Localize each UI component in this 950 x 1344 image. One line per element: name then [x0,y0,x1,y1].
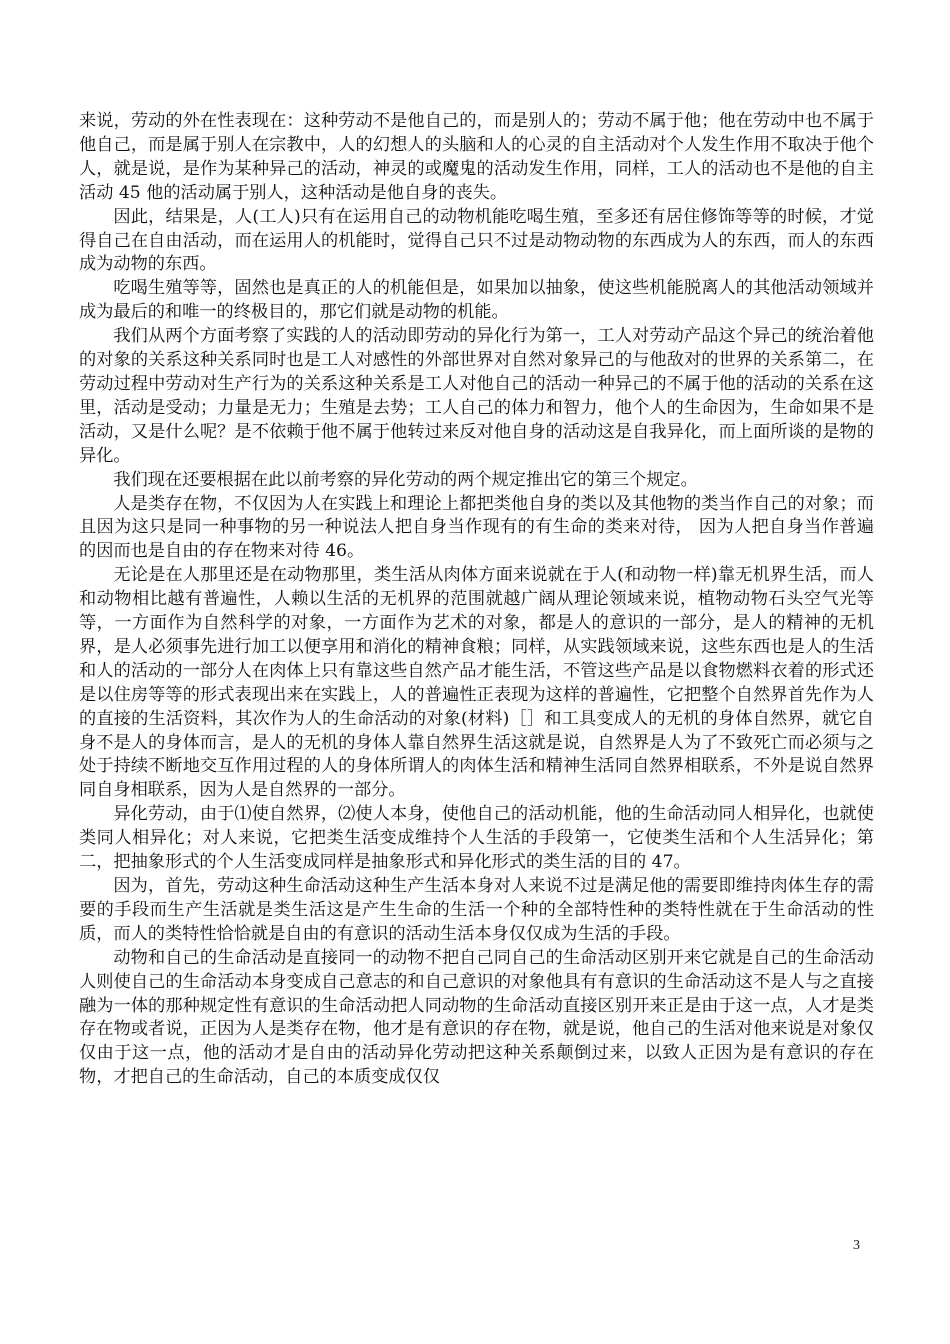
paragraph-2: 因此，结果是，人(工人)只有在运用自己的动物机能吃喝生殖，至多还有居住修饰等等的时候，才觉得自己在自由活动，而在运用人的机能时，觉得自己只不过是动物动物的东西成为人的东西，而人的东西成为动物的东西。 [79,206,874,275]
paragraph-6: 人是类存在物，不仅因为人在实践上和理论上都把类他自身的类以及其他物的类当作自己的对象；而且因为这只是同一种事物的另一种说法人把自身当作现有的有生命的类来对待， 因为人把自身当作普遍的因而也是自由的存在物来对待 46。 [79,493,874,562]
paragraph-10: 动物和自己的生命活动是直接同一的动物不把自己同自己的生命活动区别开来它就是自己的生命活动人则使自己的生命活动本身变成自己意志的和自己意识的对象他具有有意识的生命活动这不是人与之直接融为一体的那种规定性有意识的生命活动把人同动物的生命活动直接区别开来正是由于这一点，人才是类存在物或者说，正因为人是类存在物，他才是有意识的存在物，就是说，他自己的生活对他来说是对象仅仅由于这一点，他的活动才是自由的活动异化劳动把这种关系颠倒过来，以致人正因为是有意识的存在物，才把自己的生命活动，自己的本质变成仅仅 [79,947,874,1088]
paragraph-3: 吃喝生殖等等，固然也是真正的人的机能但是，如果加以抽象，使这些机能脱离人的其他活动领域并成为最后的和唯一的终极目的，那它们就是动物的机能。 [79,278,874,323]
page-number: 3 [853,1238,860,1253]
paragraph-5: 我们现在还要根据在此以前考察的异化劳动的两个规定推出它的第三个规定。 [113,469,698,490]
paragraph-9: 因为，首先，劳动这种生命活动这种生产生活本身对人来说不过是满足他的需要即维持肉体生存的需要的手段而生产生活就是类生活这是产生生命的生活一个种的全部特性种的类特性就在于生命活动的性质，而人的类特性恰恰就是自由的有意识的活动生活本身仅仅成为生活的手段。 [79,876,874,944]
document-body [79,110,874,1090]
paragraph-8: 异化劳动，由于⑴使自然界，⑵使人本身，使他自己的活动机能，他的生命活动同人相异化，也就使类同人相异化；对人来说，它把类生活变成维持个人生活的手段第一，它使类生活和个人生活异化；第二，把抽象形式的个人生活变成同样是抽象形式和异化形式的类生活的目的 47。 [79,804,874,873]
paragraph-7: 无论是在人那里还是在动物那里，类生活从肉体方面来说就在于人(和动物一样)靠无机界生活，而人和动物相比越有普遍性，人赖以生活的无机界的范围就越广阔从理论领域来说，植物动物石头空气光等等，一方面作为自然科学的对象，一方面作为艺术的对象，都是人的意识的一部分，是人的精神的无机界，是人必须事先进行加工以便享用和消化的精神食粮；同样，从实践领域来说，这些东西也是人的生活和人的活动的一部分人在肉体上只有靠这些自然产品才能生活，不管这些产品是以食物燃料衣着的形式还是以住房等等的形式表现出来在实践上，人的普遍性正表现为这样的普遍性，它把整个自然界首先作为人的直接的生活资料，其次作为人的生命活动的对象(材料)［］和工具变成人的无机的身体自然界，就它自身不是人的身体而言，是人的无机的身体人靠自然界生活这就是说，自然界是人为了不致死亡而必须与之处于持续不断地交互作用过程的人的身体所谓人的肉体生活和精神生活同自然界相联系，不外是说自然界同自身相联系，因为人是自然界的一部分。 [79,565,874,801]
paragraph-1: 来说，劳动的外在性表现在：这种劳动不是他自己的，而是别人的；劳动不属于他；他在劳动中也不属于他自己，而是属于别人在宗教中，人的幻想人的头脑和人的心灵的自主活动对个人发生作用不取决于他个人，就是说，是作为某种异己的活动，神灵的或魔鬼的活动发生作用，同样，工人的活动也不是他的自主活动 45 他的活动属于别人，这种活动是他自身的丧失。 [79,111,874,203]
paragraph-4: 我们从两个方面考察了实践的人的活动即劳动的异化行为第一，工人对劳动产品这个异己的统治着他的对象的关系这种关系同时也是工人对感性的外部世界对自然对象异己的与他敌对的世界的关系第二，在劳动过程中劳动对生产行为的关系这种关系是工人对他自己的活动一种异己的不属于他的活动的关系在这里，活动是受动；力量是无力；生殖是去势；工人自己的体力和智力，他个人的生命因为，生命如果不是活动，又是什么呢？是不依赖于他不属于他转过来反对他自身的活动这是自我异化，而上面所谈的是物的异化。 [79,326,874,466]
